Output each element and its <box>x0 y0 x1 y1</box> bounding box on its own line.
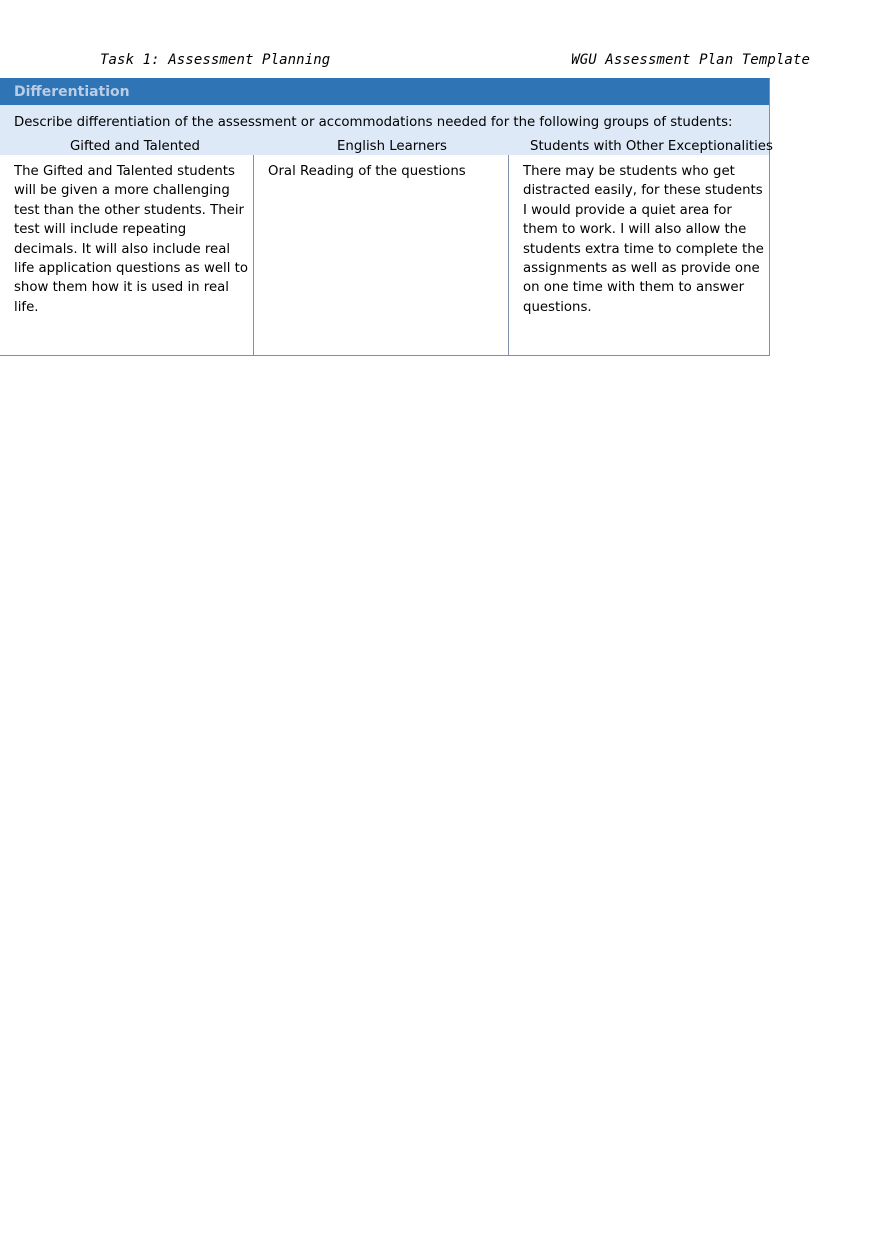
column-heading-gifted: Gifted and Talented <box>70 139 200 154</box>
page-header <box>0 52 880 72</box>
section-title-bar <box>0 78 769 105</box>
column-heading-exceptionalities: Students with Other Exceptionalities <box>530 139 773 154</box>
section-title: Differentiation <box>14 84 130 100</box>
column-heading-english-learners: English Learners <box>337 139 447 154</box>
cell-gifted: The Gifted and Talented students will be given a more challenging test than the other students. Their test will include repeating decimals. It will also include real life application questions as well to show them how it is used in real life. <box>0 155 254 355</box>
header-template-title: WGU Assessment Plan Template <box>571 52 810 68</box>
description-row <box>0 105 773 155</box>
description-text: Describe differentiation of the assessment or accommodations needed for the following groups of students: <box>14 115 733 130</box>
header-task-title: Task 1: Assessment Planning <box>100 52 331 68</box>
differentiation-table <box>0 78 773 356</box>
cell-exceptionalities: There may be students who get distracted easily, for these students I would provide a quiet area for them to work. I will also allow the students extra time to complete the assignments as well as provide one on one time with them to answer questions. <box>523 164 764 315</box>
content-row <box>0 155 769 356</box>
column-headings <box>0 139 773 155</box>
cell-english-learners: Oral Reading of the questions <box>254 155 509 355</box>
